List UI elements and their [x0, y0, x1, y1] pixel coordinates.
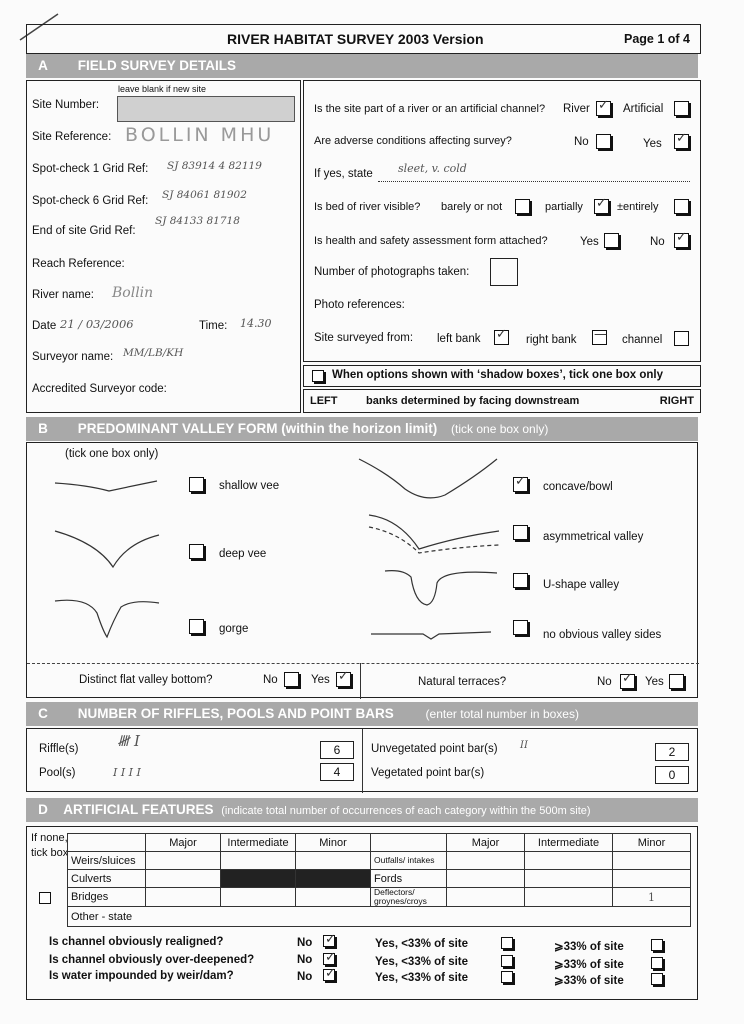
realigned-yes-checkbox[interactable]: [501, 937, 513, 949]
asymmetrical-checkbox[interactable]: [513, 525, 528, 540]
deep-vee-label: deep vee: [219, 548, 267, 560]
flat-valley-question: Distinct flat valley bottom?: [79, 674, 213, 686]
end-label: End of site Grid Ref:: [32, 225, 136, 237]
hs-no-checkbox[interactable]: ✓: [674, 233, 689, 248]
col-major: Major: [146, 834, 221, 852]
row-weirs: Weirs/sluices: [68, 852, 146, 870]
impounded-gt-label: ⩾33% of site: [554, 975, 624, 987]
riffles-tally: 𝍸 I: [117, 732, 140, 750]
bed-entirely-label: ±entirely: [617, 201, 659, 213]
unvegetated-label: Unvegetated point bar(s): [371, 743, 498, 755]
pools-tally: I I I I: [113, 766, 141, 779]
cell[interactable]: [146, 888, 221, 907]
overdeepened-gt-checkbox[interactable]: [651, 957, 663, 969]
no-valley-sides-label: no obvious valley sides: [543, 629, 662, 641]
cell[interactable]: [296, 888, 371, 907]
unvegetated-tally: II: [520, 740, 528, 751]
no-valley-sides-checkbox[interactable]: [513, 620, 528, 635]
terraces-no-label: No: [597, 676, 612, 688]
terraces-question: Natural terraces?: [418, 676, 507, 688]
leave-blank-note: leave blank if new site: [118, 84, 207, 94]
page-number: Page 1 of 4: [624, 32, 690, 46]
section-c-panel: [26, 728, 698, 792]
overdeepened-question: Is channel obviously over-deepened?: [49, 954, 255, 966]
terraces-yes-label: Yes: [645, 676, 664, 688]
if-yes-state-value[interactable]: sleet, v. cold: [398, 162, 467, 175]
banks-left: LEFT: [310, 395, 338, 407]
col-intermediate: Intermediate: [221, 834, 296, 852]
site-reference-label: Site Reference:: [32, 131, 112, 143]
bed-partially-label: partially: [545, 201, 583, 213]
overdeepened-yes-label: Yes, <33% of site: [375, 956, 469, 968]
river-option-label: River: [563, 103, 590, 115]
time-label: Time:: [199, 320, 228, 332]
section-a-left: [26, 80, 301, 413]
section-note: (tick one box only): [451, 422, 549, 436]
overdeepened-yes-checkbox[interactable]: [501, 955, 513, 967]
row-deflectors: Deflectors/ groynes/croys: [371, 888, 447, 907]
flat-yes-checkbox[interactable]: ✓: [336, 672, 351, 687]
section-d-bar: [26, 798, 698, 822]
hs-yes-checkbox[interactable]: [604, 233, 619, 248]
if-yes-state-label: If yes, state: [314, 168, 373, 180]
header-box: [26, 24, 701, 54]
spot1-value[interactable]: SJ 83914 4 82119: [167, 160, 262, 172]
section-letter: D: [38, 802, 48, 817]
river-label: River name:: [32, 289, 94, 301]
surveyor-label: Surveyor name:: [32, 351, 114, 363]
hs-yes-label: Yes: [580, 236, 599, 248]
river-value[interactable]: Bollin: [112, 285, 154, 301]
col-major-right: Major: [447, 834, 525, 852]
date-label: Date: [32, 320, 57, 332]
cell[interactable]: [613, 870, 691, 888]
section-a-bar: [26, 54, 698, 78]
date-value[interactable]: 21 / 03/2006: [60, 317, 134, 331]
cell[interactable]: [447, 888, 525, 907]
asymmetrical-profile-solid: [369, 515, 499, 549]
surveyor-value[interactable]: MM/LB/KH: [123, 347, 184, 359]
b-dashed-divider: [27, 663, 699, 664]
section-title: ARTIFICIAL FEATURES: [63, 802, 214, 817]
health-safety-question: Is health and safety assessment form attached?: [314, 235, 548, 247]
spot6-label: Spot-check 6 Grid Ref:: [32, 195, 149, 207]
row-culverts: Culverts: [68, 870, 146, 888]
spot6-value[interactable]: SJ 84061 81902: [162, 189, 247, 201]
section-note: (enter total number in boxes): [425, 707, 579, 721]
site-number-label: Site Number:: [32, 99, 100, 111]
impounded-yes-checkbox[interactable]: [501, 971, 513, 983]
shallow-vee-label: shallow vee: [219, 480, 280, 492]
banks-middle: banks determined by facing downstream: [366, 395, 580, 407]
section-c-bar: [26, 702, 698, 726]
pools-label: Pool(s): [39, 767, 76, 779]
end-value[interactable]: SJ 84133 81718: [155, 215, 240, 227]
no-valley-sides-profile: [371, 632, 491, 639]
realigned-no-checkbox[interactable]: ✓: [325, 932, 336, 947]
adverse-conditions-question: Are adverse conditions affecting survey?: [314, 135, 512, 147]
artificial-option-label: Artificial: [623, 103, 664, 115]
banks-note: [303, 389, 701, 413]
cell[interactable]: [525, 852, 613, 870]
section-note: (indicate total number of occurrences of each category within the 500m site): [221, 805, 591, 817]
concave-bowl-checkbox[interactable]: ✓: [513, 477, 528, 492]
adverse-yes-checkbox[interactable]: ✓: [674, 134, 689, 149]
valley-tick-note: (tick one box only): [65, 448, 159, 460]
cell[interactable]: [221, 888, 296, 907]
left-bank-checkbox[interactable]: ✓: [494, 330, 509, 345]
site-number-input[interactable]: [117, 96, 295, 122]
section-title: NUMBER OF RIFFLES, POOLS AND POINT BARS: [77, 706, 394, 721]
gorge-label: gorge: [219, 623, 249, 635]
photographs-question: Number of photographs taken:: [314, 266, 470, 278]
col-minor: Minor: [296, 834, 371, 852]
impounded-question: Is water impounded by weir/dam?: [49, 970, 234, 982]
cell[interactable]: [146, 852, 221, 870]
hs-no-label: No: [650, 236, 665, 248]
deep-vee-profile: [55, 531, 159, 567]
riffles-label: Riffle(s): [39, 743, 79, 755]
form-title: RIVER HABITAT SURVEY 2003 Version: [227, 31, 484, 47]
river-artificial-question: Is the site part of a river or an artificial channel?: [314, 103, 546, 115]
row-outfalls: Outfalls/ intakes: [371, 852, 447, 870]
gorge-checkbox[interactable]: [189, 619, 204, 634]
right-bank-label: right bank: [526, 334, 577, 346]
concave-bowl-label: concave/bowl: [543, 481, 613, 493]
terraces-yes-checkbox[interactable]: [669, 674, 684, 689]
cell[interactable]: [613, 852, 691, 870]
cell[interactable]: [525, 870, 613, 888]
impounded-gt-checkbox[interactable]: [651, 973, 663, 985]
bed-entirely-checkbox[interactable]: [674, 199, 689, 214]
section-b-bar: [26, 417, 698, 441]
vegetated-label: Vegetated point bar(s): [371, 767, 485, 779]
channel-checkbox[interactable]: [674, 331, 689, 346]
realigned-yes-label: Yes, <33% of site: [375, 938, 469, 950]
river-checkbox[interactable]: ✓: [596, 101, 611, 116]
overdeepened-no-checkbox[interactable]: ✓: [325, 950, 336, 965]
cell[interactable]: [221, 852, 296, 870]
col-minor-right: Minor: [613, 834, 691, 852]
gorge-profile: [55, 600, 159, 637]
section-a-right: [303, 80, 701, 362]
bed-visible-question: Is bed of river visible?: [314, 201, 421, 213]
c-vertical-divider: [362, 729, 363, 793]
right-bank-checkbox[interactable]: —: [592, 330, 607, 345]
shadow-box-text: When options shown with ‘shadow boxes’, tick one box only: [332, 369, 663, 381]
cell[interactable]: [146, 870, 221, 888]
section-letter: C: [38, 706, 48, 721]
section-title: FIELD SURVEY DETAILS: [77, 58, 237, 73]
artificial-features-table: [67, 833, 691, 927]
cell-blocked: [296, 870, 371, 888]
bed-barely-checkbox[interactable]: [515, 199, 530, 214]
bed-partially-checkbox[interactable]: ✓: [594, 199, 609, 214]
realigned-question: Is channel obviously realigned?: [49, 936, 224, 948]
shallow-vee-profile: [55, 481, 157, 491]
asymmetrical-label: asymmetrical valley: [543, 531, 644, 543]
bed-barely-label: barely or not: [441, 201, 503, 213]
if-none-label: If none, tick box: [31, 832, 69, 859]
flat-yes-label: Yes: [311, 674, 330, 686]
flat-no-checkbox[interactable]: [284, 672, 299, 687]
impounded-no-label: No: [297, 971, 313, 983]
surveyed-from-label: Site surveyed from:: [314, 332, 414, 344]
u-shape-profile: [385, 571, 497, 605]
banks-right: RIGHT: [659, 395, 694, 407]
deep-vee-checkbox[interactable]: [189, 544, 204, 559]
section-d-panel: [26, 826, 698, 1000]
cell[interactable]: [447, 852, 525, 870]
deflectors-minor-value[interactable]: 1: [613, 888, 691, 907]
overdeepened-gt-label: ⩾33% of site: [554, 959, 624, 971]
cell[interactable]: [525, 888, 613, 907]
cell[interactable]: [296, 852, 371, 870]
flat-no-label: No: [263, 674, 278, 686]
left-bank-label: left bank: [437, 333, 481, 345]
concave-bowl-profile: [359, 459, 497, 498]
realigned-no-label: No: [297, 937, 313, 949]
u-shape-checkbox[interactable]: [513, 573, 528, 588]
row-other[interactable]: Other - state: [68, 907, 691, 927]
realigned-gt-checkbox[interactable]: [651, 939, 663, 951]
shadow-box-icon: [312, 370, 324, 382]
impounded-yes-label: Yes, <33% of site: [375, 972, 469, 984]
site-reference-value[interactable]: BOLLIN MHU: [125, 124, 275, 146]
artificial-checkbox[interactable]: [674, 101, 689, 116]
accredited-label: Accredited Surveyor code:: [32, 383, 167, 395]
cell-blocked: [221, 870, 296, 888]
photo-references-label: Photo references:: [314, 299, 405, 311]
reach-label: Reach Reference:: [32, 258, 125, 270]
vegetated-count[interactable]: 0: [655, 766, 689, 784]
section-letter: A: [38, 58, 48, 73]
if-yes-state-line: [378, 181, 690, 182]
asymmetrical-profile-dashed: [369, 527, 499, 553]
pools-count[interactable]: 4: [320, 763, 354, 781]
b-vertical-divider: [360, 663, 361, 699]
photographs-box[interactable]: [490, 258, 518, 286]
cell[interactable]: [447, 870, 525, 888]
section-b-panel: [26, 442, 698, 698]
realigned-gt-label: ⩾33% of site: [554, 941, 624, 953]
if-none-checkbox[interactable]: [39, 892, 51, 904]
shadow-box-note: [303, 365, 701, 387]
riffles-count[interactable]: 6: [320, 741, 354, 759]
channel-label: channel: [622, 334, 663, 346]
terraces-no-checkbox[interactable]: ✓: [620, 674, 635, 689]
shallow-vee-checkbox[interactable]: [189, 477, 204, 492]
adverse-no-checkbox[interactable]: [596, 134, 611, 149]
section-title: PREDOMINANT VALLEY FORM (within the horizon limit): [77, 421, 438, 436]
section-letter: B: [38, 421, 48, 436]
adverse-no-label: No: [574, 136, 589, 148]
unvegetated-count[interactable]: 2: [655, 743, 689, 761]
row-fords: Fords: [371, 870, 447, 888]
time-value[interactable]: 14.30: [240, 317, 272, 330]
row-bridges: Bridges: [68, 888, 146, 907]
u-shape-label: U-shape valley: [543, 579, 620, 591]
col-intermediate-right: Intermediate: [525, 834, 613, 852]
adverse-yes-label: Yes: [643, 138, 662, 150]
impounded-no-checkbox[interactable]: ✓: [325, 966, 336, 981]
overdeepened-no-label: No: [297, 954, 313, 966]
spot1-label: Spot-check 1 Grid Ref:: [32, 163, 149, 175]
